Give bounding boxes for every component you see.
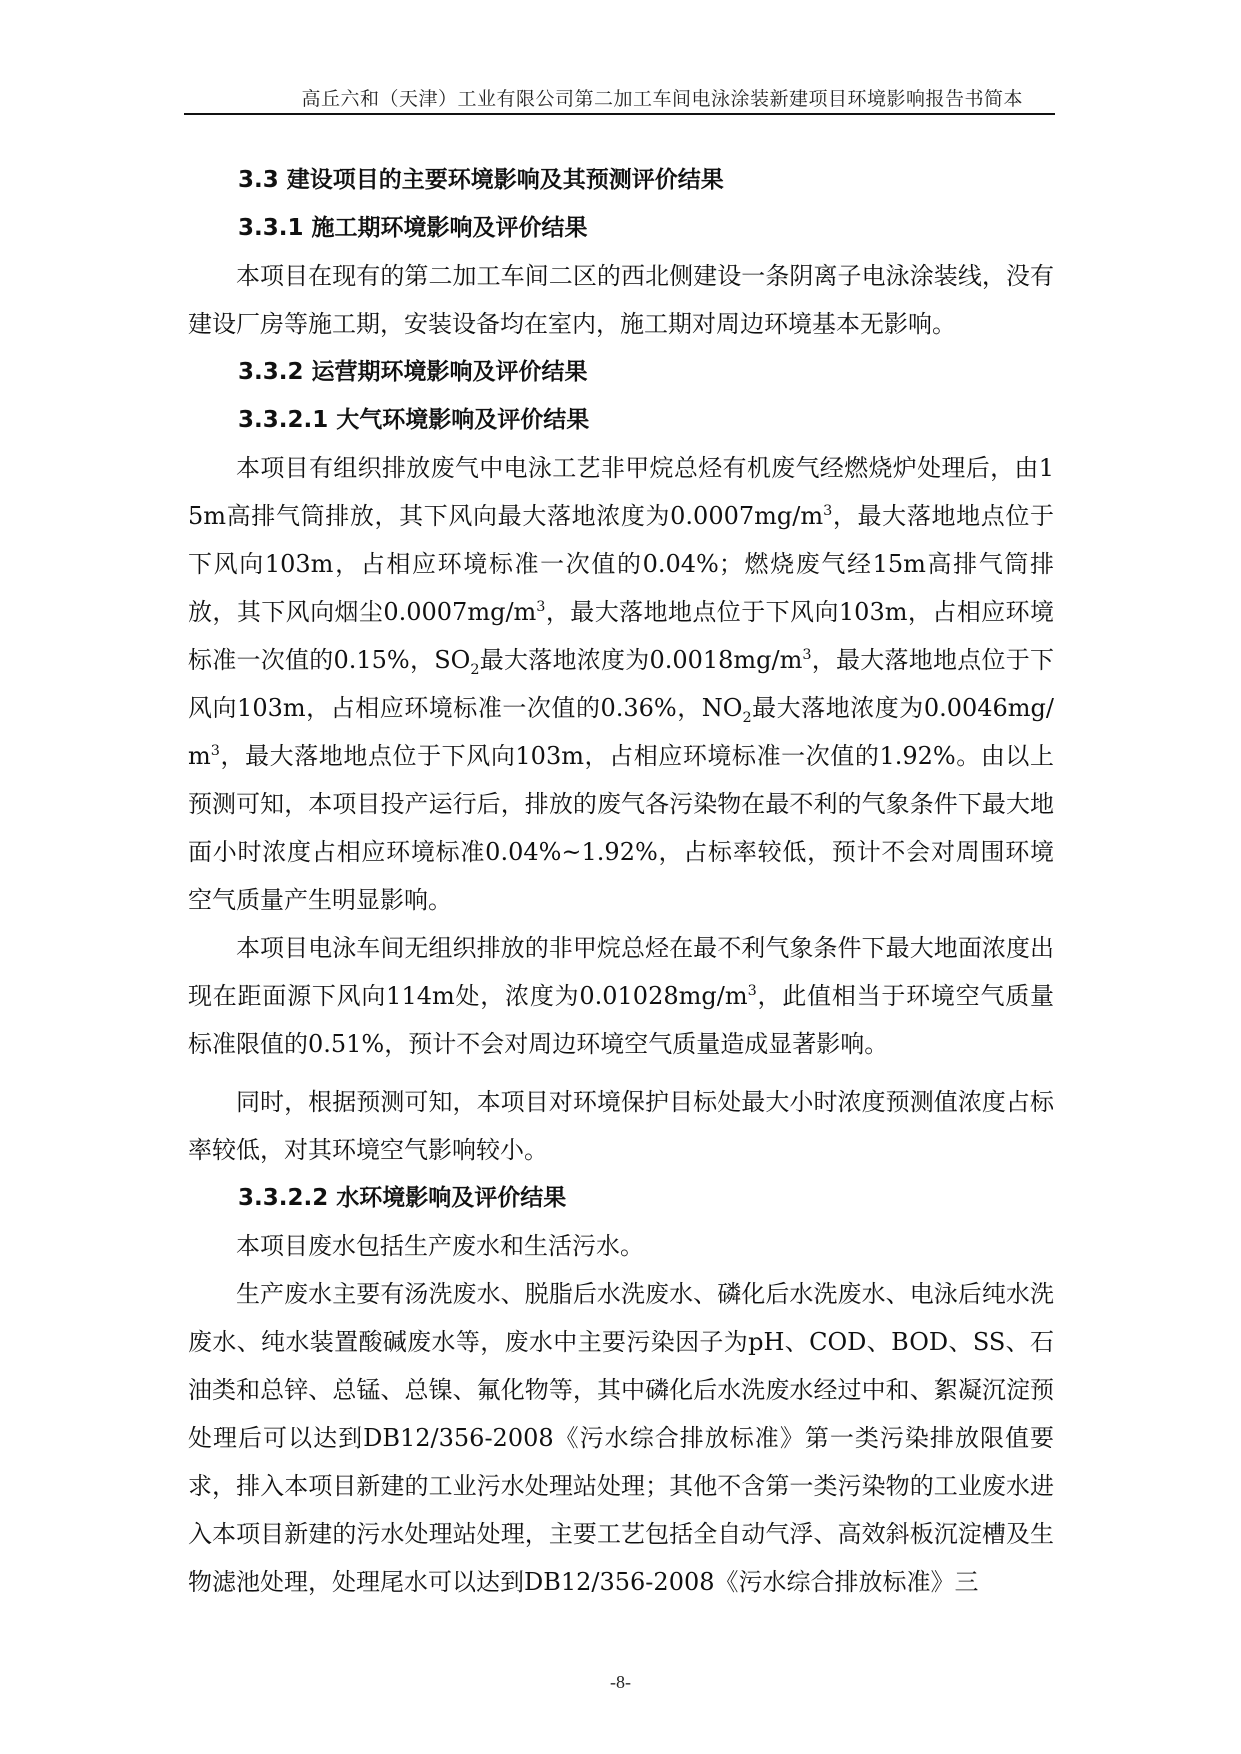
text-run: 本项目有组织排放废气中电泳工艺非甲烷总烃有机废气经燃烧炉处理后，由15m高排气筒排放，其下风向最大落地浓度为0.0007mg/m xyxy=(188,454,1054,530)
paragraph-protection-targets: 同时，根据预测可知，本项目对环境保护目标处最大小时浓度预测值浓度占标率较低，对其环境空气影响较小。 xyxy=(188,1088,1054,1164)
page-body xyxy=(188,156,1054,1606)
header-divider xyxy=(184,113,1055,115)
text-run: ，最大落地地点位于下风向103m，占相应环境标准一次值的0.15%，SO xyxy=(188,598,1054,674)
section-heading-3-3: 3.3 建设项目的主要环境影响及其预测评价结果 xyxy=(238,167,724,193)
text-run: ，最大落地地点位于下风向103m，占相应环境标准一次值的0.36%，NO xyxy=(188,646,1054,722)
paragraph-construction: 本项目在现有的第二加工车间二区的西北侧建设一条阴离子电泳涂装线，没有建设厂房等施工期，安装设备均在室内，施工期对周边环境基本无影响。 xyxy=(188,262,1054,338)
subscript: 2 xyxy=(470,661,480,678)
section-heading-3-3-2-2: 3.3.2.2 水环境影响及评价结果 xyxy=(238,1185,567,1211)
text-run: 最大落地浓度为0.0018mg/m xyxy=(479,646,803,674)
paragraph-air-impact xyxy=(188,444,1054,924)
section-heading-3-3-2: 3.3.2 运营期环境影响及评价结果 xyxy=(238,359,588,385)
superscript: 3 xyxy=(536,599,546,615)
text-run: ，最大落地地点位于下风向103m，占相应环境标准一次值的1.92%。由以上预测可知，本项目投产运行后，排放的废气各污染物在最不利的气象条件下最大地面小时浓度占相应环境标准0.04%~1.92%，占标率较低，预计不会对周围环境空气质量产生明显影响。 xyxy=(188,742,1054,914)
section-heading-3-3-2-1: 3.3.2.1 大气环境影响及评价结果 xyxy=(238,407,590,433)
section-heading-3-3-1: 3.3.1 施工期环境影响及评价结果 xyxy=(238,215,588,241)
superscript: 3 xyxy=(210,743,220,759)
running-header: 高丘六和（天津）工业有限公司第二加工车间电泳涂装新建项目环境影响报告书简本 xyxy=(301,88,1023,110)
page-number: -8- xyxy=(610,1672,631,1692)
superscript: 3 xyxy=(802,647,812,663)
superscript: 3 xyxy=(823,503,833,519)
subscript: 2 xyxy=(742,709,752,726)
paragraph-fugitive-emission xyxy=(188,924,1054,1068)
text-run: 本项目电泳车间无组织排放的非甲烷总烃在最不利气象条件下最大地面浓度出现在距面源下风向114m处，浓度为0.01028mg/m xyxy=(188,934,1054,1010)
paragraph-production-wastewater: 生产废水主要有汤洗废水、脱脂后水洗废水、磷化后水洗废水、电泳后纯水洗废水、纯水装置酸碱废水等，废水中主要污染因子为pH、COD、BOD、SS、石油类和总锌、总锰、总镍、氟化物等，其中磷化后水洗废水经过中和、絮凝沉淀预处理后可以达到DB12/356-2008《污水综合排放标准》第一类污染排放限值要求，排入本项目新建的工业污水处理站处理；其他不含第一类污染物的工业废水进入本项目新建的污水处理站处理，主要工艺包括全自动气浮、高效斜板沉淀槽及生物滤池处理，处理尾水可以达到DB12/356-2008《污水综合排放标准》三 xyxy=(188,1280,1054,1596)
spacer xyxy=(188,1068,1054,1078)
text-run: 最大落地浓度为0.0046mg/m xyxy=(188,694,1055,770)
text-run: ，此值相当于环境空气质量标准限值的0.51%，预计不会对周边环境空气质量造成显著影响。 xyxy=(188,982,1055,1058)
text-run: ，最大落地地点位于下风向103m，占相应环境标准一次值的0.04%；燃烧废气经15m高排气筒排放，其下风向烟尘0.0007mg/m xyxy=(188,502,1055,626)
paragraph-wastewater-types: 本项目废水包括生产废水和生活污水。 xyxy=(236,1232,644,1260)
superscript: 3 xyxy=(747,983,757,999)
